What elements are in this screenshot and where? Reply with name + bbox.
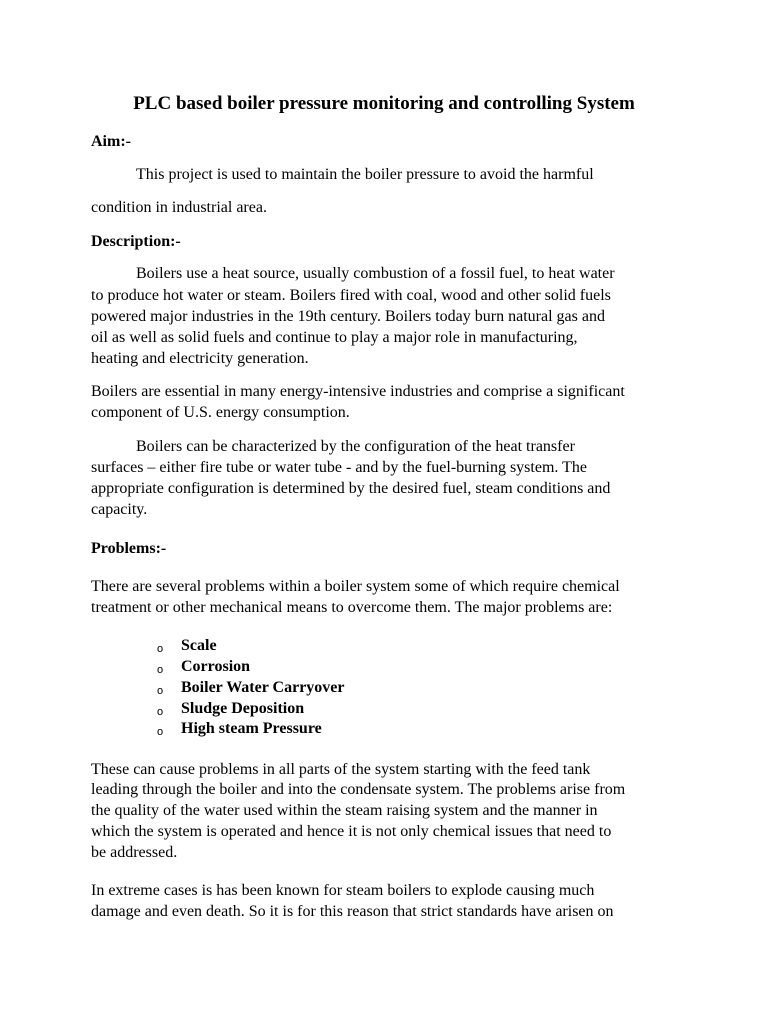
description-heading: Description:- — [91, 233, 181, 250]
problems-paragraph-line: leading through the boiler and into the condensate system. The problems arise from — [91, 781, 626, 798]
list-item-label: Sludge Deposition — [181, 700, 305, 717]
description-line: heating and electricity generation. — [91, 350, 309, 367]
description-line: Boilers are essential in many energy-intensive industries and comprise a significant — [91, 383, 625, 400]
description-line: to produce hot water or steam. Boilers fired with coal, wood and other solid fuels — [91, 287, 611, 304]
problems-paragraph-line: These can cause problems in all parts of the system starting with the feed tank — [91, 761, 591, 778]
description-line: Boilers use a heat source, usually combustion of a fossil fuel, to heat water — [136, 265, 615, 282]
bullet-circle-icon: o — [157, 664, 164, 676]
problems-paragraph-line: the quality of the water used within the steam raising system and the manner in — [91, 802, 598, 819]
aim-line: condition in industrial area. — [91, 199, 267, 216]
problems-paragraph-line: In extreme cases is has been known for steam boilers to explode causing much — [91, 882, 595, 899]
problems-paragraph-line: be addressed. — [91, 844, 178, 861]
list-item-label: High steam Pressure — [181, 720, 322, 737]
problems-heading: Problems:- — [91, 540, 167, 557]
aim-heading: Aim:- — [91, 133, 131, 150]
list-item-label: Boiler Water Carryover — [181, 679, 345, 696]
list-item-label: Corrosion — [181, 658, 251, 675]
description-line: powered major industries in the 19th century. Boilers today burn natural gas and — [91, 308, 605, 325]
description-line: capacity. — [91, 501, 148, 518]
list-item-label: Scale — [181, 637, 217, 654]
bullet-circle-icon: o — [157, 685, 164, 697]
description-line: Boilers can be characterized by the configuration of the heat transfer — [136, 438, 575, 455]
description-line: component of U.S. energy consumption. — [91, 404, 350, 421]
aim-line: This project is used to maintain the boiler pressure to avoid the harmful — [136, 166, 594, 183]
description-line: surfaces – either fire tube or water tube - and by the fuel-burning system. The — [91, 459, 587, 476]
problems-paragraph-line: which the system is operated and hence it is not only chemical issues that need to — [91, 823, 612, 840]
problems-intro-line: treatment or other mechanical means to overcome them. The major problems are: — [91, 599, 613, 616]
bullet-circle-icon: o — [157, 643, 164, 655]
bullet-circle-icon: o — [157, 726, 164, 738]
problems-paragraph-line: damage and even death. So it is for this reason that strict standards have arisen on — [91, 903, 614, 920]
description-line: oil as well as solid fuels and continue to play a major role in manufacturing, — [91, 329, 578, 346]
document-title: PLC based boiler pressure monitoring and controlling System — [133, 93, 635, 114]
description-line: appropriate configuration is determined by the desired fuel, steam conditions and — [91, 480, 611, 497]
bullet-circle-icon: o — [157, 706, 164, 718]
problems-intro-line: There are several problems within a boiler system some of which require chemical — [91, 578, 620, 595]
